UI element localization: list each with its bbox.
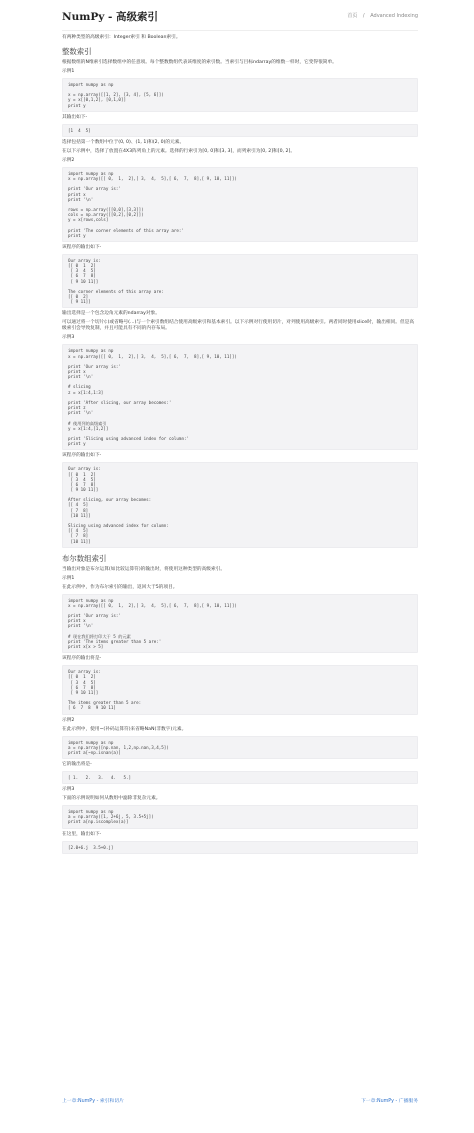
code-block: import numpy as np a = np.array([np.nan, 1,2,np.nan,3,4,5]) print a[~np.isnan(a)] (62, 736, 418, 759)
breadcrumb-home-link[interactable]: 首页 (347, 13, 358, 19)
code-block: Our array is: [[ 0 1 2] [ 3 4 5] [ 6 7 8] [ 9 10 11]] The items greater than 5 are: [ 6 7 8 9 10 11] (62, 665, 418, 714)
paragraph: 示例1 (62, 575, 75, 581)
paragraph: 在此示例中，使用~(补码运算符)来省略NaN(非数字)元素。 (62, 726, 187, 732)
code-block: import numpy as np a = np.array([1, 2+6j, 5, 3.5+5j]) print a[np.iscomplex(a)] (62, 805, 418, 828)
paragraph: 该程序的输出将是- (62, 656, 102, 662)
paragraph: 示例3 (62, 787, 75, 793)
code-block: Our array is: [[ 0 1 2] [ 3 4 5] [ 6 7 8] [ 9 10 11]] After slicing, our array becomes: [[ 4 5] [ 7 8] [10 11]] Slicing using advanced index for column: [[ 4 5] [ 7 8] [10 11]] (62, 462, 418, 547)
prev-chapter-link[interactable]: 上一章:NumPy - 索引和切片 (62, 1099, 124, 1104)
breadcrumb (343, 12, 418, 19)
code-block: [1 4 5] (62, 124, 418, 137)
code-block: [ 1. 2. 3. 4. 5.] (62, 771, 418, 784)
article-content (62, 35, 418, 854)
paragraph: 可以通过将一个切片(:)或省略号(...)与一个索引数组结合使用高级索引和基本索引。以下示例对行使用切片，对列使用高级索引。两者同时使用slice时，输出相同。但是高级索引会导致复制，并且可能具有不同的内存布局。 (62, 320, 415, 332)
section-heading: 整数索引 (62, 47, 92, 56)
paragraph: 在以下示例中，选择了放置在4X3阵列角上的元素。选择的行索引为[0, 0]和[3, 3]，而列索引为[0, 2]和[0, 2]。 (62, 148, 296, 154)
code-block: import numpy as np x = np.array([[1, 2], [3, 4], [5, 6]]) y = x[[0,1,2], [0,1,0]] print y (62, 78, 418, 112)
paragraph: 它的输出将是- (62, 761, 92, 767)
page (62, 0, 418, 1104)
section-heading: 布尔数组索引 (62, 553, 107, 563)
paragraph: 示例1 (62, 69, 75, 74)
breadcrumb-current: Advanced Indexing (370, 13, 418, 19)
paragraph: 选择包括第一个数组中位于(0, 0)、(1, 1)和(2, 0)的元素。 (62, 139, 185, 145)
paragraph: 输出选择是一个包含边角元素的ndarray对象。 (62, 311, 160, 317)
breadcrumb-separator: / (362, 13, 365, 19)
code-block: [2.0+6.j 3.5+0.j] (62, 841, 418, 854)
paragraph: 根据数组的N维索引选择数组中的任意项。每个整数数组代表该维度的索引数。当索引与目标ndarray的维数一样时，它变得很简单。 (62, 60, 337, 65)
page-header (62, 0, 418, 31)
code-block: Our array is: [[ 0 1 2] [ 3 4 5] [ 6 7 8] [ 9 10 11]] The corner elements of this array are: [[ 0 2] [ 9 11]] (62, 254, 418, 308)
code-block: import numpy as np x = np.array([[ 0, 1, 2],[ 3, 4, 5],[ 6, 7, 8],[ 9, 10, 11]]) print 'Our array is:' print x print '\n' # slicing z = x[1:4,1:3] print 'After slicing, our array becomes:' print z print '\n' # 使用列的高级索引 y = x[1:4,[1,2]] print 'Slicing using advanced index for column:' print y (62, 344, 418, 450)
paragraph: 在这里，输出如下- (62, 831, 102, 837)
page-title: NumPy - 高级索引 (62, 11, 159, 23)
code-block: import numpy as np x = np.array([[ 0, 1, 2],[ 3, 4, 5],[ 6, 7, 8],[ 9, 10, 11]]) print 'Our array is:' print x print '\n' rows = np.array([[0,0],[3,3]]) cols = np.array([[0,2],[0,2]]) y = x[rows,cols] print 'The corner elements of this array are:' print y (62, 167, 418, 242)
code-block: import numpy as np x = np.array([[ 0, 1, 2],[ 3, 4, 5],[ 6, 7, 8],[ 9, 10, 11]]) print 'Our array is:' print x print '\n' # 现在我们将打印大于 5 的元素 print 'The items greater than 5 are:' print x[x > 5] (62, 594, 418, 654)
paragraph: 有两种类型的高级索引：Integer索引 和 Boolean索引。 (62, 35, 181, 40)
paragraph: 示例3 (62, 335, 75, 341)
paragraph: 当输出对象是布尔运算(如比较运算符)的输出时，将使用这种类型的高级索引。 (62, 566, 226, 572)
paragraph: 示例2 (62, 157, 75, 163)
paragraph: 在此示例中，作为布尔索引的输出，返回大于5的项目。 (62, 584, 178, 590)
paragraph: 示例2 (62, 717, 75, 723)
next-chapter-link[interactable]: 下一章:NumPy - 广播服务 (360, 1099, 418, 1104)
paragraph: 该程序的输出如下- (62, 244, 102, 250)
paragraph: 其输出如下- (62, 114, 88, 120)
paragraph: 下面的示例说明如何从数组中滤除非复杂元素。 (62, 796, 161, 802)
paragraph: 该程序的输出如下- (62, 453, 102, 459)
